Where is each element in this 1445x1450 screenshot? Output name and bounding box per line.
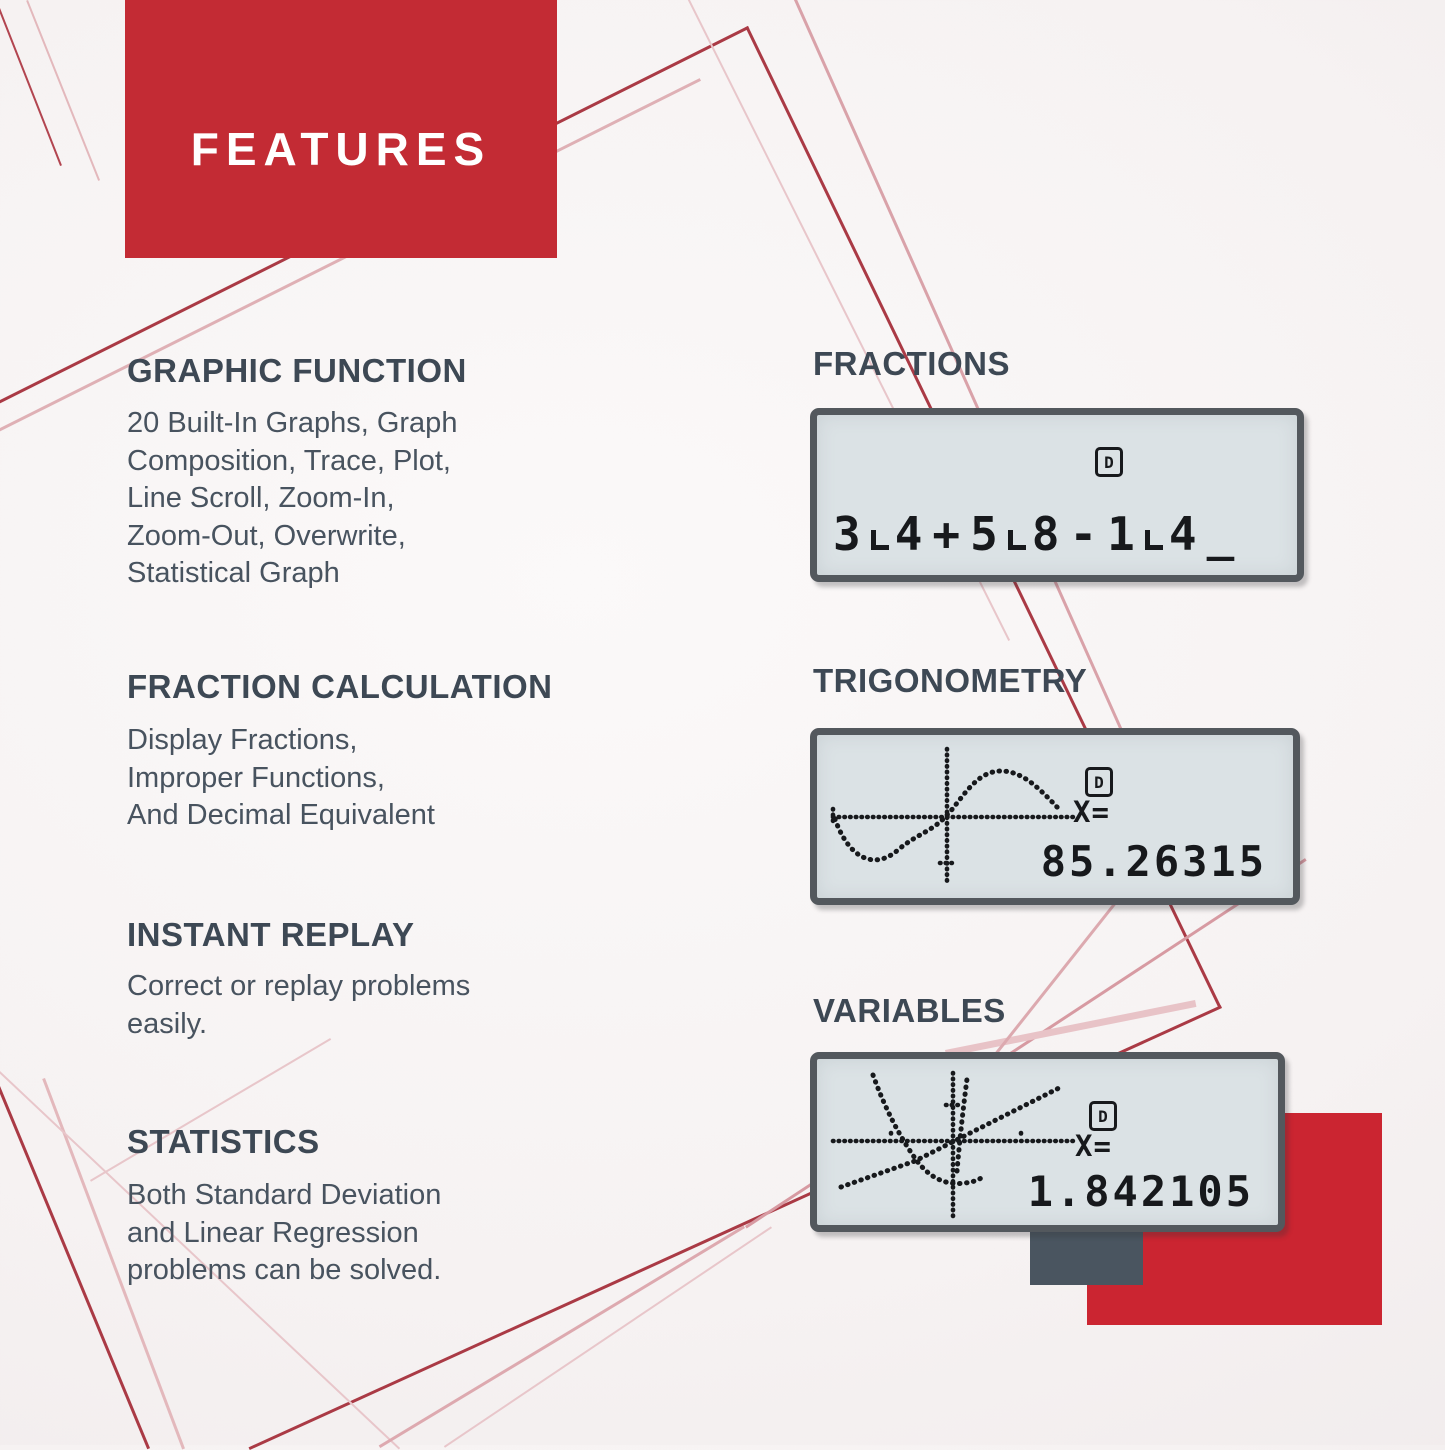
text-line: problems can be solved. [127,1254,442,1286]
text-line: Display Fractions, [127,724,358,756]
x-equals-label: X= [1073,795,1110,829]
degree-mode-indicator: D [1089,1101,1117,1131]
demo-heading-fractions: FRACTIONS [813,345,1010,382]
decor-line [0,8,62,166]
text-line: and Linear Regression [127,1216,419,1249]
degree-mode-indicator: D [1085,767,1113,797]
entry-token: 8-1 [1031,507,1145,561]
text-line: Correct or replay problems [127,970,471,1002]
feature-text-fraction-calculation [127,722,435,835]
variables-readout-value: 1.842105 [1027,1167,1254,1216]
entry-token: 3 [833,507,871,561]
text-line: Composition, Trace, Plot, [127,444,451,477]
decor-line [444,1226,772,1447]
decor-gray-rectangle [1030,1230,1143,1285]
entry-cursor: _ [1206,507,1245,561]
feature-text-instant-replay [127,968,470,1043]
demo-heading-trigonometry: TRIGONOMETRY [813,662,1088,699]
trig-readout-value: 85.26315 [1040,837,1267,886]
fraction-entry-line [833,507,1244,561]
text-line: Zoom-Out, Overwrite, [127,519,406,552]
text-line: Improper Functions, [127,761,385,794]
lcd-screen-trigonometry [810,728,1300,905]
lcd-screen-fractions [810,408,1304,582]
lcd-screen-variables [810,1052,1285,1232]
feature-heading-graphic-function: GRAPHIC FUNCTION [127,352,467,389]
feature-heading-instant-replay: INSTANT REPLAY [127,916,415,953]
text-line: Statistical Graph [127,557,340,589]
text-line: And Decimal Equivalent [127,799,435,831]
feature-heading-fraction-calculation: FRACTION CALCULATION [127,668,553,705]
x-equals-label: X= [1075,1129,1112,1163]
feature-text-statistics [127,1177,441,1290]
fraction-separator-icon [1145,530,1163,550]
text-line: Line Scroll, Zoom-In, [127,482,395,514]
fraction-separator-icon [1008,530,1026,550]
fraction-separator-icon [871,530,889,550]
feature-heading-statistics: STATISTICS [127,1123,320,1160]
entry-token: 4 [1168,507,1207,561]
degree-mode-indicator: D [1095,447,1123,477]
demo-heading-variables: VARIABLES [813,992,1006,1029]
text-line: 20 Built-In Graphs, Graph [127,407,458,439]
decor-line [26,0,100,181]
feature-text-graphic-function [127,405,457,593]
features-banner [125,0,557,258]
text-line: easily. [127,1007,208,1040]
features-banner-title: FEATURES [190,123,492,175]
text-line: Both Standard Deviation [127,1179,442,1211]
entry-token: 4+5 [894,507,1008,561]
